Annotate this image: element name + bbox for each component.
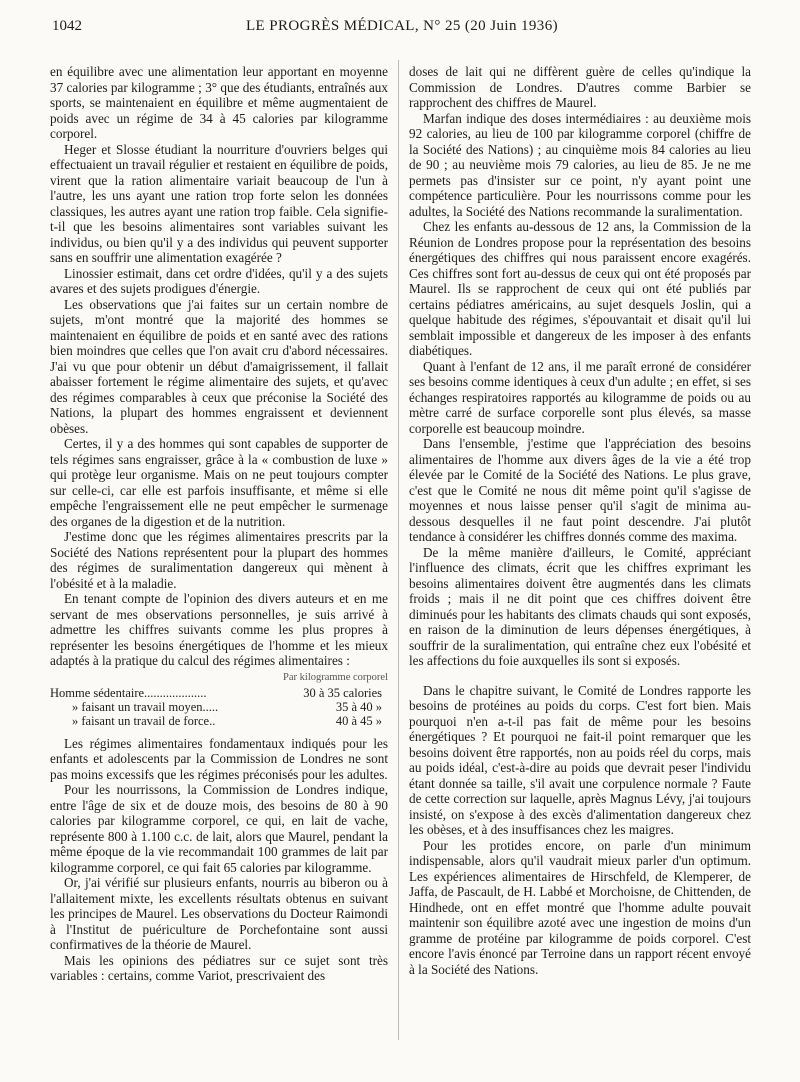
table-cell-value: 30 à 35 calories [303, 685, 382, 700]
page-number: 1042 [52, 18, 82, 34]
paragraph: Pour les nourrissons, la Commission de Londres indique, entre l'âge de six et de douze mois, des besoins de 80 à 90 calories par kilogramme corporel, ce qui, en lait de vache, représente 800 à 1.100 c.c. de lait, alors que Maurel, pendant la même époque de la vie recommandait 100 grammes de lait par kilogramme corporel, ce qui fait 65 calories par kilogramme. [50, 782, 388, 875]
journal-title: LE PROGRÈS MÉDICAL, N° 25 (20 Juin 1936) [245, 18, 558, 34]
column-divider [398, 60, 399, 1040]
table-row [50, 700, 388, 714]
paragraph: De la même manière d'ailleurs, le Comité, appréciant l'influence des climats, écrit que les chiffres exprimant les besoins alimentaires doivent être augmentés dans les climats froids ; mais il ne dit point que ces chiffres doivent être diminués pour les habitants des climats chauds qui sont exposés, en raison de la diminution de leurs dépenses énergétiques, à souffrir de la suralimentation, qui entraîne chez eux l'obésité et les affections du foie auxquelles ils sont si exposés. [409, 544, 751, 668]
left-column [50, 64, 388, 984]
paragraph: Mais les opinions des pédiatres sur ce sujet sont très variables : certains, comme Variot, prescrivaient des [50, 952, 388, 983]
paragraph: Dans l'ensemble, j'estime que l'appréciation des besoins alimentaires de l'homme aux divers âges de la vie a été trop élevée par le Comité de la Société des Nations. Le plus grave, c'est que le Comité ne nous dit même point qu'il s'agisse de moyennes et nous laisse penser qu'il s'agit de minima au-dessous desquelles il ne faut point descendre. J'ai plutôt tendance à considérer les chiffres donnés comme des maxima. [409, 436, 751, 544]
paragraph: Certes, il y a des hommes qui sont capables de supporter de tels régimes sans engraisser, grâce à la « combustion de luxe » qui protège leur organisme. Mais on ne peut toujours compter sur celle-ci, car elle est parfois insuffisante, et même si elle empêche l'engraissement elle ne peut empêcher le surmenage des organes de la digestion et de la nutrition. [50, 436, 388, 529]
table-cell-value: 35 à 40 » [335, 699, 382, 714]
table-cell-label: » faisant un travail de force.. [72, 713, 216, 728]
paragraph: en équilibre avec une alimentation leur apportant en moyenne 37 calories par kilogramme ; 3° que des étudiants, entraînés aux sports, se maintenaient en équilibre et même augmentaient de poids avec un régime de 34 à 45 calories par kilogramme corporel. [50, 64, 388, 141]
table-cell-value: 40 à 45 » [335, 713, 382, 728]
table-cell-label: Homme sédentaire.................... [50, 685, 207, 700]
paragraph: En tenant compte de l'opinion des divers auteurs et en me servant de mes observations personnelles, je suis arrivé à admettre les chiffres suivants comme les plus propres à représenter les besoins énergétiques de l'homme et les mieux adaptés à la pratique du calcul des régimes alimentaires : [50, 591, 388, 668]
right-column [409, 64, 751, 977]
section-gap [409, 669, 751, 683]
running-header [52, 18, 752, 40]
table-row [50, 686, 388, 700]
paragraph: Les régimes alimentaires fondamentaux indiqués pour les enfants et adolescents par la Commission de Londres ne sont pas moins excessifs que les régimes préconisés pour les adultes. [50, 735, 388, 782]
paragraph: J'estime donc que les régimes alimentaires prescrits par la Société des Nations représentent pour la plupart des hommes des régimes de suralimentation dangereux qui mènent à l'obésité et à la maladie. [50, 529, 388, 591]
paragraph: Pour les protides encore, on parle d'un minimum indispensable, alors qu'il vaudrait mieux parler d'un optimum. Les expériences alimentaires de Hirschfeld, de Klemperer, de Jaffa, de Pascault, de H. Labbé et Morchoisne, de Chittenden, de Hindhede, ont en effet montré que l'homme adulte pouvait maintenir son équilibre azoté avec une ingestion de moins d'un gramme de protéine par kilogramme de poids corporel. C'est encore l'avis énoncé par Terroine dans un rapport récent envoyé à la Société des Nations. [409, 837, 751, 977]
paragraph: doses de lait qui ne diffèrent guère de celles qu'indique la Commission de Londres. D'autres comme Barbier se rapprochent des chiffres de Maurel. [409, 64, 751, 110]
paragraph: Linossier estimait, dans cet ordre d'idées, qu'il y a des sujets avares et des sujets prodigues d'énergie. [50, 265, 388, 296]
paragraph: Les observations que j'ai faites sur un certain nombre de sujets, m'ont montré que la majorité des hommes se maintenaient en équilibre de poids et en santé avec des rations bien moindres que celles que l'on avait cru d'abord nécessaires. J'ai vu que pour obtenir un début d'amaigrissement, il fallait abaisser fortement le régime alimentaire des sujets, et qu'avec des régimes comparables à ceux que préconise la Société des Nations, la plupart des hommes engraissent et deviennent obèses. [50, 296, 388, 436]
table-caption: Par kilogramme corporel [283, 671, 388, 683]
paragraph: Chez les enfants au-dessous de 12 ans, la Commission de la Réunion de Londres propose pour la représentation des besoins énergétiques des chiffres qui nous paraissent encore exagérés. Ces chiffres sont fort au-dessus de ceux qui ont été proposés par Maurel. Ils se rapprochent de ceux qui ont été publiés par certains pédiatres américains, au sujet desquels Joslin, qui a quelque habitude des régimes, s'épouvantait et disait qu'il lui semblait impossible et dangereux de les imposer à des enfants diabétiques. [409, 219, 751, 358]
paragraph: Or, j'ai vérifié sur plusieurs enfants, nourris au biberon ou à l'allaitement mixte, les excellents résultats obtenus en suivant les principes de Maurel. Les observations du Docteur Raimondi à l'Institut de puériculture de Porchefontaine sont aussi confirmatives de la théorie de Maurel. [50, 875, 388, 952]
energy-needs-table [50, 671, 388, 728]
paragraph: Dans le chapitre suivant, le Comité de Londres rapporte les besoins de protéines au poids du corps. C'est fort bien. Mais pourquoi n'en a-t-il pas fait de même pour les besoins énergétiques ? Et pourquoi ne fait-il point remarquer que les besoins doivent être rapportés, non au poids réel du corps, mais au poids idéal, c'est-à-dire au poids que devrait peser l'individu étant donnée sa taille, s'il avait une corpulence normale ? Faute de cette correction sur laquelle, après Magnus Lévy, j'ai toujours insisté, on s'expose à des excès d'alimentation dangereux chez les obèses, et à des insuffisances chez les maigres. [409, 682, 751, 837]
paragraph: Marfan indique des doses intermédiaires : au deuxième mois 92 calories, au lieu de 100 par kilogramme corporel (chiffre de la Société des Nations) ; au cinquième mois 84 calories au lieu de 90 ; au neuvième mois 79 calories, au lieu de 85. Je ne me permets pas d'insister sur ce point, n'y ayant point une compétence particulière. Pour les nourrissons comme pour les adultes, la Société des Nations recommande la suralimentation. [409, 110, 751, 219]
paragraph: Heger et Slosse étudiant la nourriture d'ouvriers belges qui effectuaient un travail régulier et restaient en équilibre de poids, virent que la ration alimentaire variait beaucoup de l'un à l'autre, les uns ayant une ration trop forte selon les données classiques, les autres ayant une ration trop faible. Cela signifie-t-il que les besoins alimentaires sont variables suivant les individus, ou bien qu'il y a des individus qui peuvent supporter sans en souffrir une alimentation exagérée ? [50, 141, 388, 265]
table-cell-label: » faisant un travail moyen..... [72, 699, 219, 714]
table-row [50, 714, 388, 728]
paragraph: Quant à l'enfant de 12 ans, il me paraît erroné de considérer ses besoins comme identiques à ceux d'un adulte ; en effet, si ses échanges respiratoires rapportés au kilogramme de poids ou au mètre carré de surface corporelle sont plus élevés, sa masse corporelle est beaucoup moindre. [409, 358, 751, 436]
